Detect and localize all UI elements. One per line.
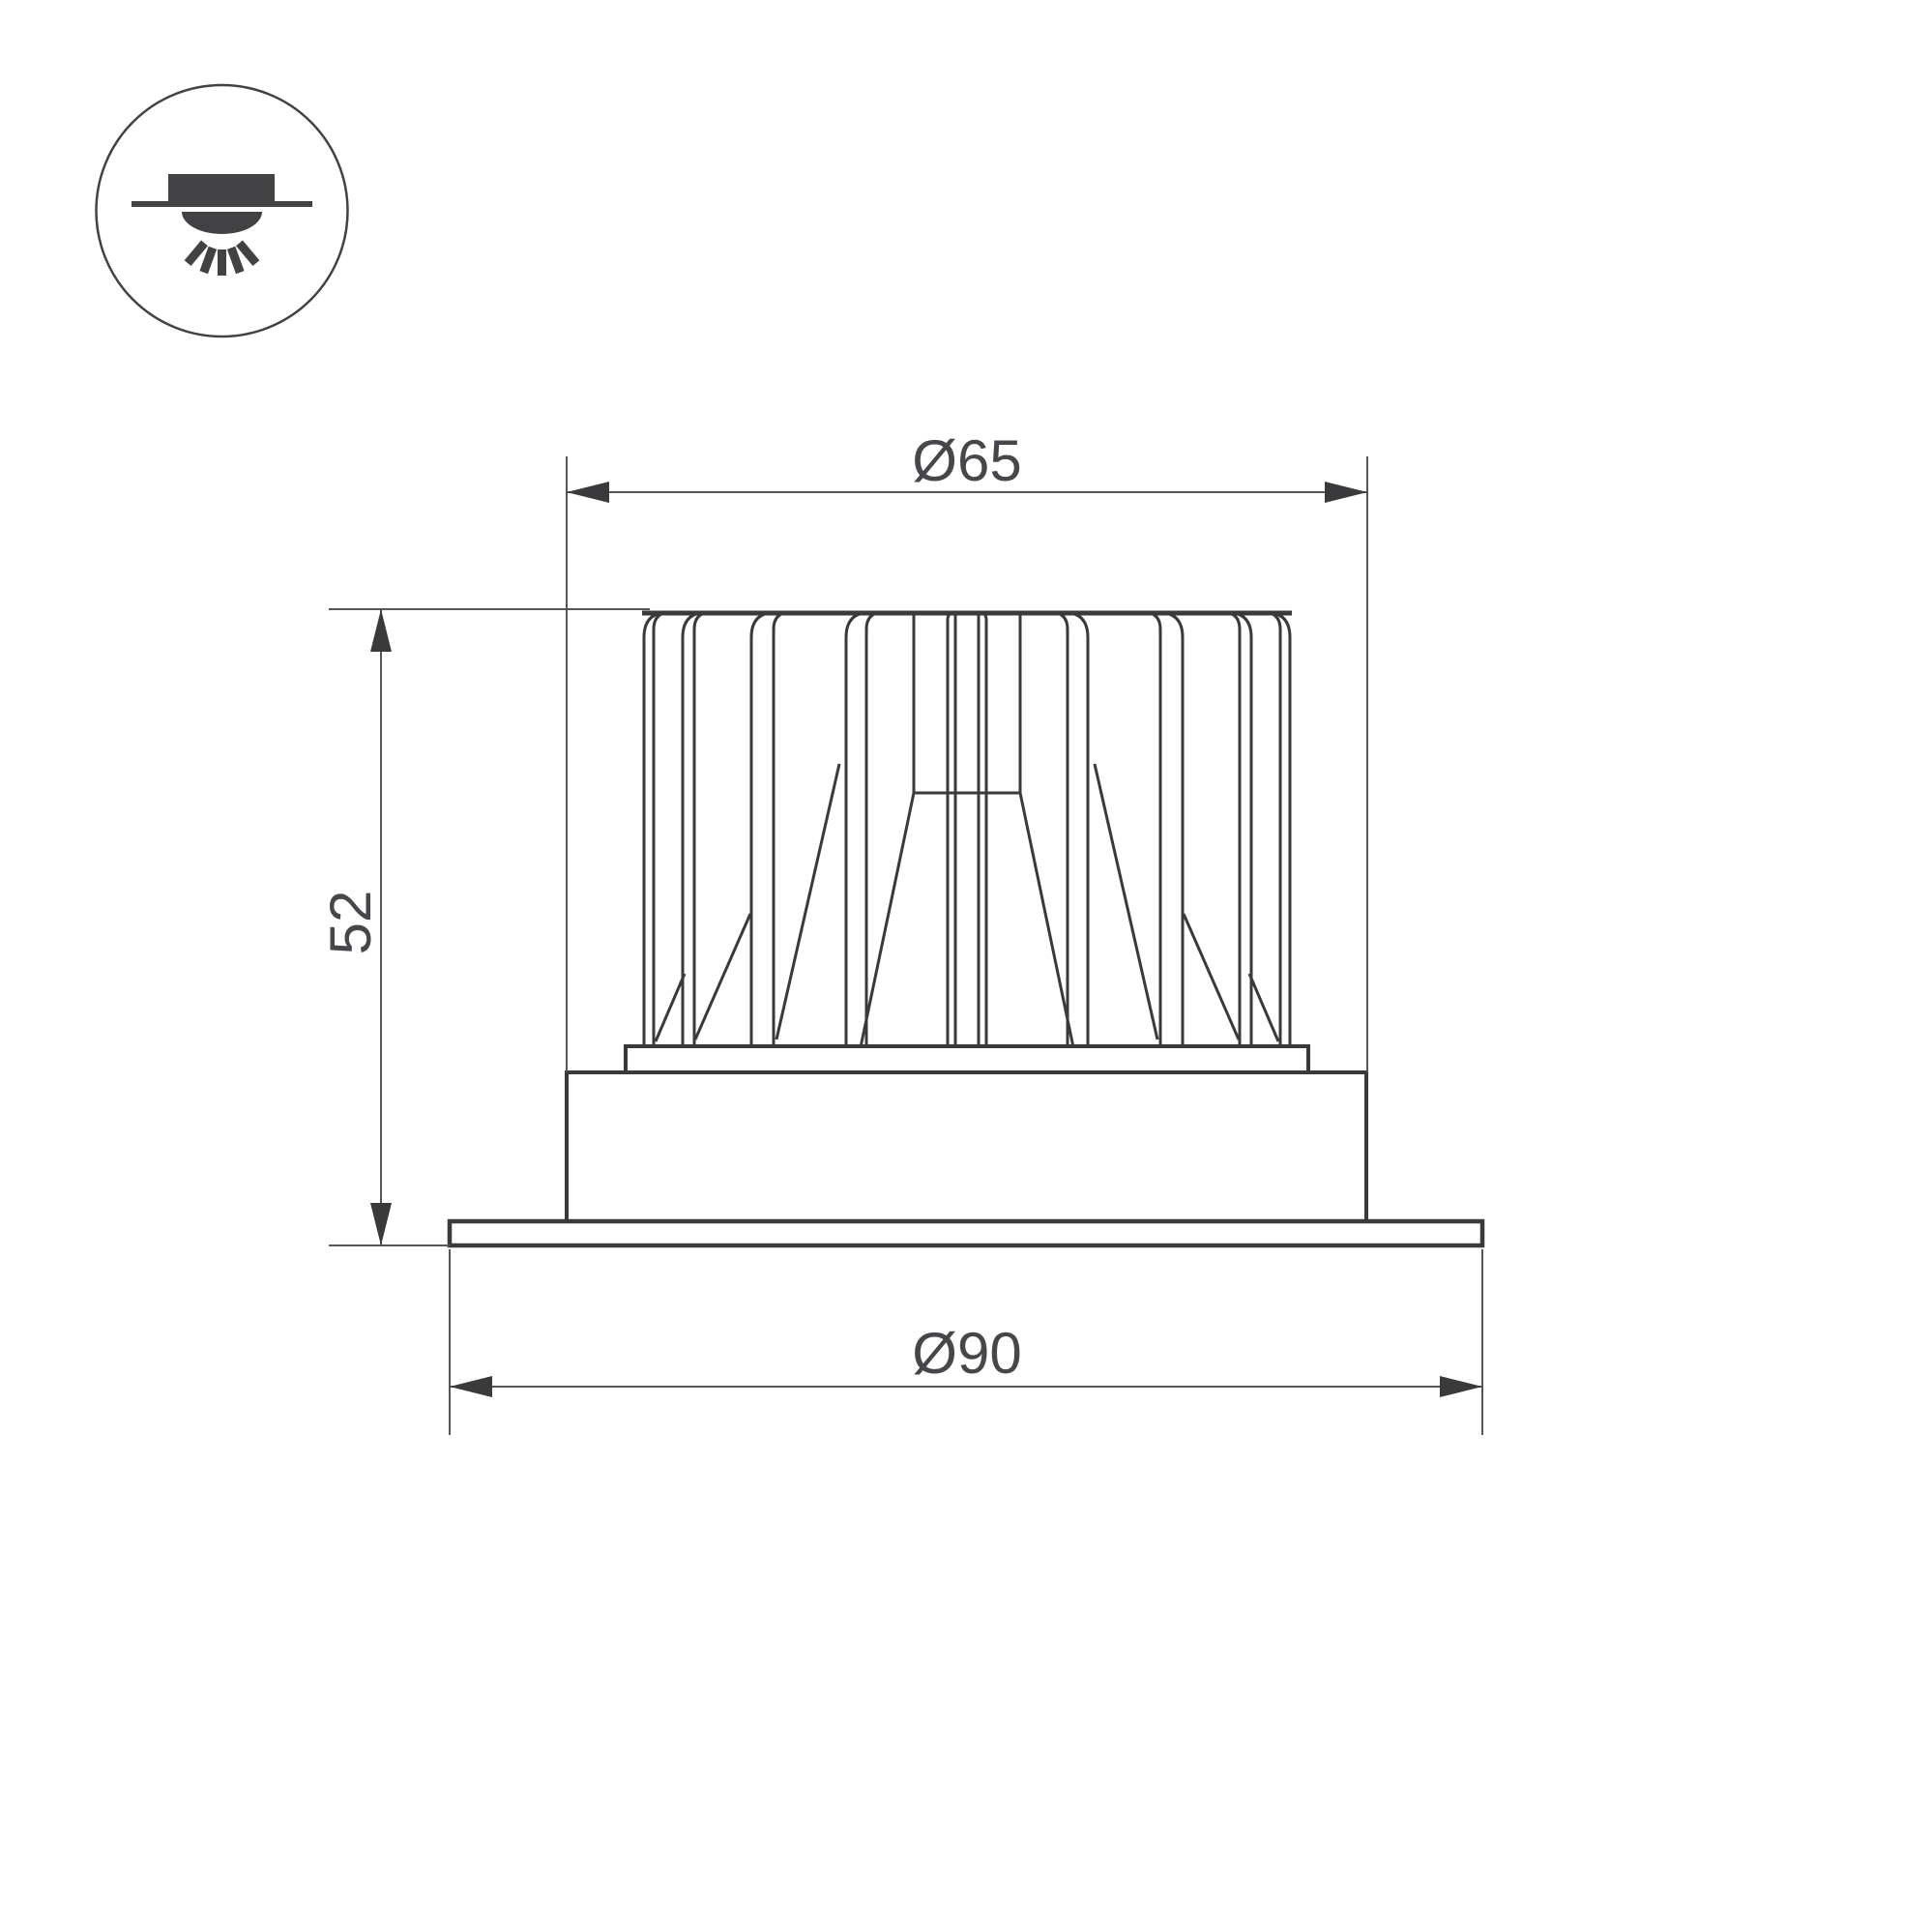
dimension-label-top-diameter: Ø65 — [912, 428, 1022, 493]
heatsink-fin — [654, 612, 671, 1047]
fixture-front-view — [450, 612, 1482, 1245]
arrowhead-right — [1440, 1376, 1482, 1397]
recessed-downlight-icon — [97, 85, 348, 337]
icon-light-rays — [188, 243, 256, 276]
heatsink — [642, 612, 1292, 1047]
arrowhead-left — [567, 482, 609, 503]
rear-fin-line — [656, 974, 685, 1041]
light-ray — [188, 243, 204, 263]
rear-fin-line — [695, 914, 750, 1039]
light-ray — [240, 243, 256, 263]
rear-fin-line — [1184, 914, 1239, 1039]
arrowhead-left — [450, 1376, 492, 1397]
heatsink-fin — [694, 612, 712, 1047]
light-ray — [204, 248, 213, 272]
dimension-height — [318, 609, 650, 1245]
rear-fin-line — [1249, 974, 1278, 1041]
dimension-label-height: 52 — [318, 890, 383, 955]
heatsink-fin — [1222, 612, 1240, 1047]
rear-fin-line — [1095, 764, 1157, 1039]
icon-recessed-can — [168, 174, 275, 205]
icon-circle-border — [97, 85, 348, 337]
arrowhead-right — [1325, 482, 1367, 503]
heatsink-fin — [955, 612, 960, 1047]
arrowhead-top — [370, 609, 392, 652]
heatsink-fin — [1265, 612, 1290, 1047]
heatsink-fin — [974, 612, 979, 1047]
dimension-label-flange-diameter: Ø90 — [912, 1321, 1022, 1386]
reflector-cone — [861, 612, 1073, 1047]
mounting-flange — [450, 1221, 1482, 1245]
light-ray — [231, 248, 240, 272]
icon-lamp-dome — [182, 212, 262, 234]
heatsink-base-plate — [626, 1046, 1308, 1072]
heatsink-fin — [1263, 612, 1280, 1047]
rear-fin-line — [776, 764, 839, 1039]
dimension-top-diameter — [567, 428, 1367, 1072]
cone-outline — [861, 793, 1073, 1047]
heatsink-fin — [644, 612, 669, 1047]
icon-ceiling-line — [132, 201, 312, 207]
rear-fin-lines — [656, 764, 1278, 1041]
fixture-body — [567, 1072, 1366, 1221]
arrowhead-bottom — [370, 1203, 392, 1245]
dimension-flange-diameter — [450, 1249, 1482, 1435]
